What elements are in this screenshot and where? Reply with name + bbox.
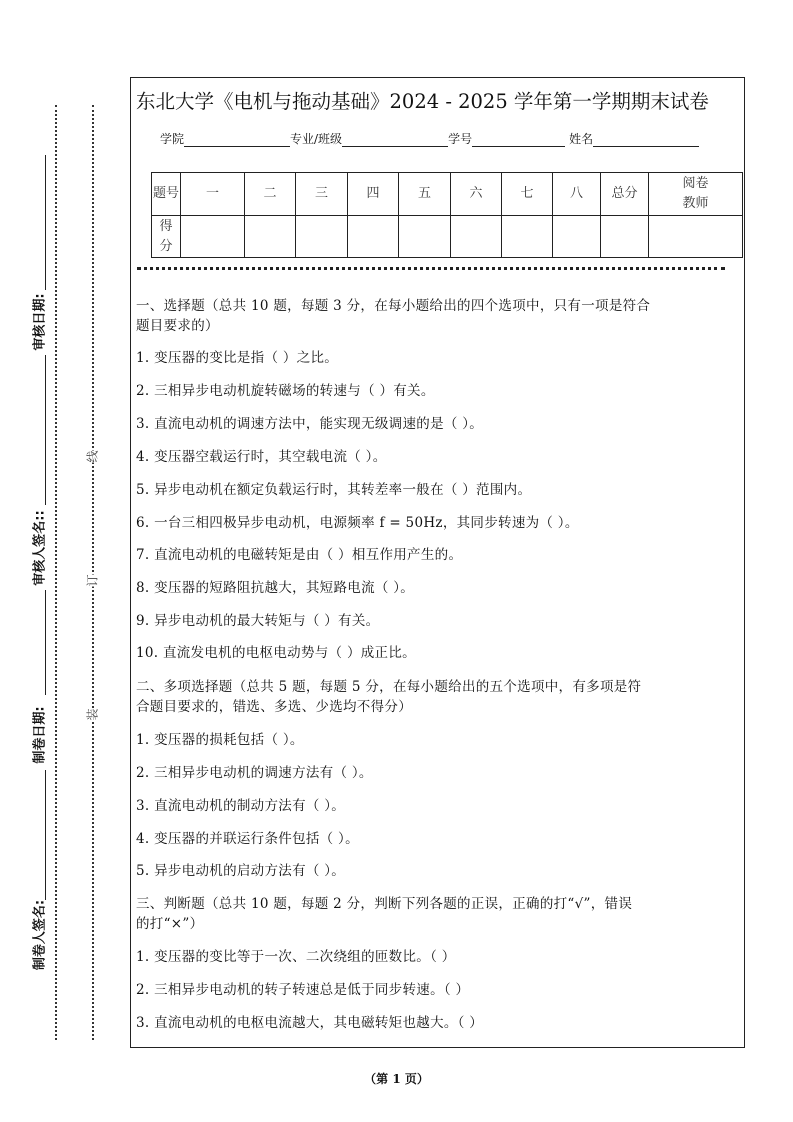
score-cell[interactable] [181, 216, 245, 258]
row-label: 题号 [152, 173, 181, 216]
column-header: 四 [348, 173, 399, 216]
column-header: 二 [245, 173, 296, 216]
section-heading: 的打“×”） [136, 916, 204, 932]
column-header: 八 [553, 173, 601, 216]
signature-line [45, 155, 46, 290]
question-number-row [152, 173, 743, 216]
question-item: 7. 直流电动机的电磁转矩是由（ ）相互作用产生的。 [136, 547, 463, 563]
binding-dotted-line-inner [92, 105, 94, 1040]
question-item: 5. 异步电动机在额定负载运行时，其转差率一般在（ ）范围内。 [136, 482, 532, 498]
student-id-field[interactable] [472, 132, 565, 147]
cut-mark-bind: 订 [85, 574, 100, 587]
question-item: 4. 变压器空载运行时，其空载电流（ ）。 [136, 449, 387, 465]
score-cell[interactable] [553, 216, 601, 258]
question-item: 3. 直流电动机的调速方法中，能实现无级调速的是（ ）。 [136, 416, 484, 432]
question-item: 1. 变压器的变比等于一次、二次绕组的匝数比。（ ） [136, 949, 456, 965]
name-field[interactable] [593, 132, 699, 147]
dotted-separator [137, 267, 725, 270]
student-id-label: 学号 [448, 132, 473, 146]
major-class-label: 专业/班级 [290, 132, 343, 146]
score-row [152, 216, 743, 258]
section-heading: 合题目要求的，错选、多选、少选均不得分） [136, 699, 412, 715]
college-field[interactable] [184, 132, 290, 147]
cut-mark-staple: 装 [85, 708, 100, 721]
college-label: 学院 [160, 132, 185, 146]
question-item: 3. 直流电动机的制动方法有（ ）。 [136, 798, 346, 814]
question-item: 5. 异步电动机的启动方法有（ ）。 [136, 863, 346, 879]
exam-title: 东北大学《电机与拖动基础》2024 - 2025 学年第一学期期末试卷 [136, 90, 709, 113]
question-item: 2. 三相异步电动机的转子转速总是低于同步转速。（ ） [136, 982, 470, 998]
signature-line [45, 355, 46, 505]
question-item: 2. 三相异步电动机旋转磁场的转速与（ ）有关。 [136, 383, 435, 399]
score-cell[interactable] [601, 216, 649, 258]
question-item: 8. 变压器的短路阻抗越大，其短路电流（ ）。 [136, 580, 415, 596]
row-label: 得分 [152, 216, 181, 258]
score-cell[interactable] [399, 216, 451, 258]
question-item: 6. 一台三相四极异步电动机，电源频率 f = 50Hz，其同步转速为（ ）。 [136, 515, 579, 531]
student-info [160, 130, 699, 147]
section-heading: 题目要求的） [136, 318, 219, 334]
score-cell[interactable] [502, 216, 553, 258]
column-header: 总分 [601, 173, 649, 216]
question-item: 10. 直流发电机的电枢电动势与（ ）成正比。 [136, 645, 416, 661]
question-item: 1. 变压器的损耗包括（ ）。 [136, 732, 304, 748]
column-header: 阅卷教师 [649, 173, 743, 216]
question-item: 1. 变压器的变比是指（ ）之比。 [136, 350, 339, 366]
column-header: 六 [451, 173, 502, 216]
question-item: 3. 直流电动机的电枢电流越大，其电磁转矩也越大。（ ） [136, 1015, 484, 1031]
reviewer-signature-label: 审核人签名:: [32, 510, 48, 586]
score-cell[interactable] [296, 216, 348, 258]
column-header: 一 [181, 173, 245, 216]
section-heading: 三、判断题（总共 10 题，每题 2 分，判断下列各题的正误，正确的打“√”，错误 [136, 896, 633, 912]
page-number: （第 1 页） [364, 1072, 429, 1086]
paper-date-label: 制卷日期: [32, 706, 48, 764]
column-header: 七 [502, 173, 553, 216]
signature-line [45, 770, 46, 900]
score-cell[interactable] [649, 216, 743, 258]
score-cell[interactable] [451, 216, 502, 258]
column-header: 三 [296, 173, 348, 216]
question-item: 2. 三相异步电动机的调速方法有（ ）。 [136, 765, 373, 781]
paper-maker-signature-label: 制卷人签名: [32, 899, 48, 971]
question-item: 9. 异步电动机的最大转矩与（ ）有关。 [136, 613, 380, 629]
section-heading: 一、选择题（总共 10 题，每题 3 分，在每小题给出的四个选项中，只有一项是符合 [136, 298, 651, 314]
binding-dotted-line-outer [55, 105, 57, 1040]
score-table [151, 172, 743, 258]
review-date-label: 审核日期: [32, 293, 48, 351]
name-label: 姓名 [569, 132, 594, 146]
question-item: 4. 变压器的并联运行条件包括（ ）。 [136, 831, 359, 847]
signature-line [45, 590, 46, 695]
section-heading: 二、多项选择题（总共 5 题，每题 5 分，在每小题给出的五个选项中，有多项是符 [136, 679, 642, 695]
score-cell[interactable] [348, 216, 399, 258]
cut-mark-line: 线 [85, 450, 100, 463]
score-cell[interactable] [245, 216, 296, 258]
column-header: 五 [399, 173, 451, 216]
major-class-field[interactable] [342, 132, 448, 147]
